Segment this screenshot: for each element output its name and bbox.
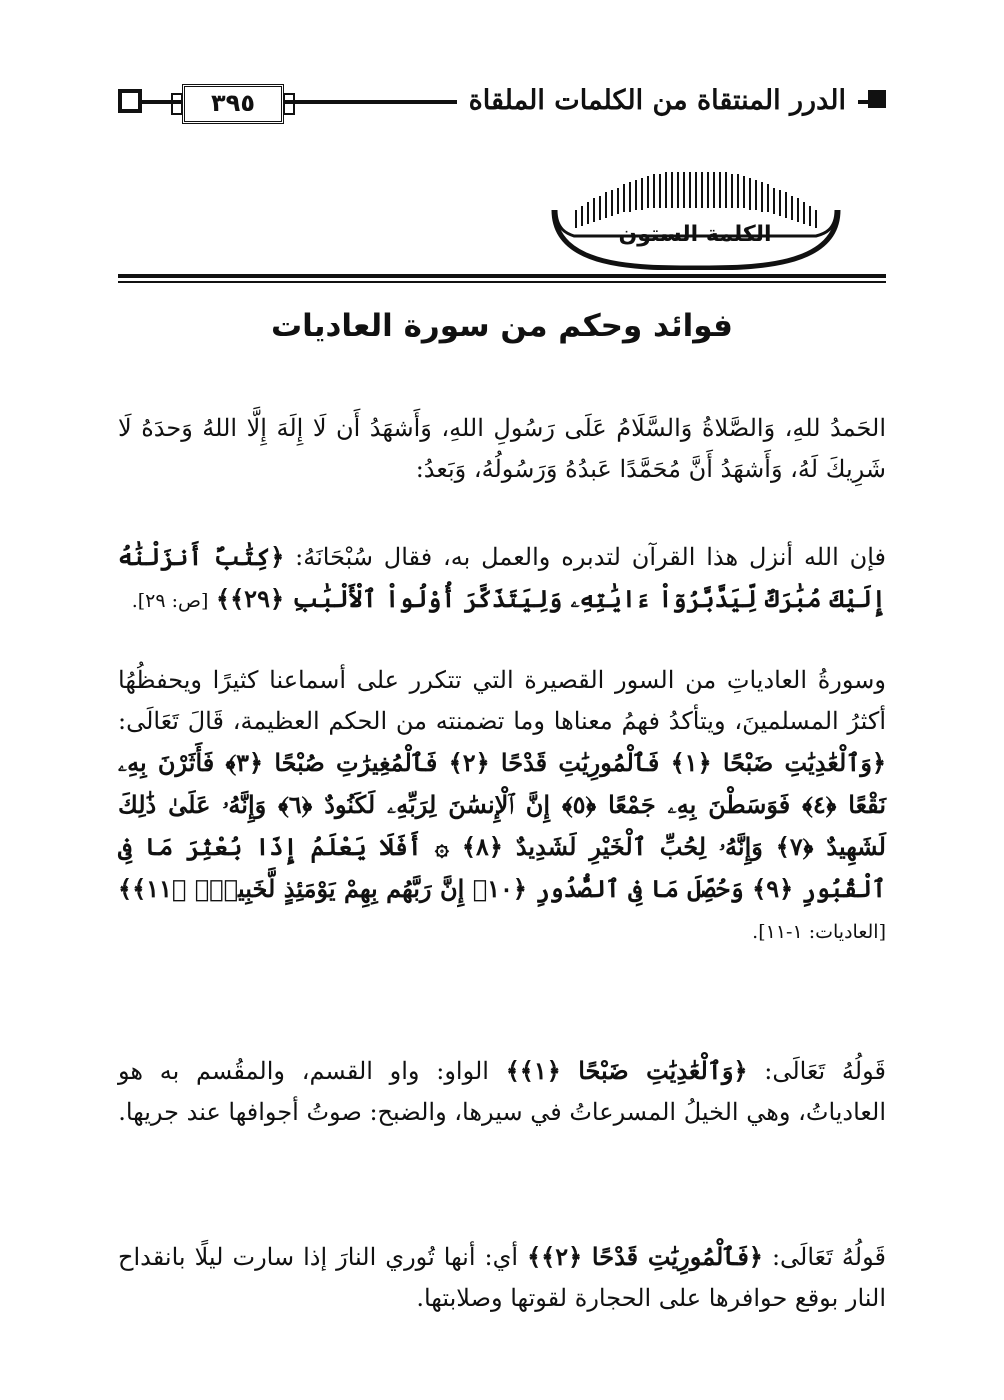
section-rule: [118, 274, 886, 278]
quran-verse: ﴿فَٱلْمُورِيَٰتِ قَدْحًا ﴿٢﴾﴾: [527, 1242, 763, 1271]
page-number-ornament: [283, 93, 295, 115]
page-number: [182, 84, 284, 124]
paragraph-purpose: [118, 536, 886, 622]
page-number-text: ٣٩٥: [211, 89, 255, 117]
chapter-emblem: [548, 170, 842, 270]
paragraph-text: قَولُهُ تَعَالَى:: [771, 1243, 886, 1271]
paragraph-text: فإن الله أنزل هذا القرآن لتدبره والعمل به، فقال سُبْحَانَهُ:: [295, 543, 887, 571]
quran-verse: ﴿كِتَٰبٌ أَنزَلْنَٰهُ إِلَيْكَ مُبَٰرَكٌ لِّيَدَّبَّرُوٓاْ ءَايَٰتِهِۦ وَلِيَتَذَكَّرَ أُوْلُواْ ٱلْأَلْبَٰبِ ﴿٢٩﴾﴾: [118, 542, 886, 613]
chapter-label: الكلمة الستون: [618, 222, 772, 247]
book-title: الدرر المنتقاة من الكلمات الملقاة: [457, 82, 858, 120]
commentary-text: الواو: واو القسم، والمقُسم به هو العادياتُ، وهي الخيلُ المسرعاتُ في سيرها، والضبح: صوتُ أجوافها عند جريها.: [118, 1057, 886, 1126]
chapter-emblem-frame: [548, 170, 842, 270]
paragraph-opening: [118, 408, 886, 490]
verse-reference: [ص: ٢٩].: [131, 590, 209, 612]
header-square-ornament: [868, 90, 886, 108]
paragraph-text: وسورةُ العادياتِ من السور القصيرة التي تتكرر على أسماعنا كثيرًا ويحفظُهُا أكثرُ المسلمينَ، ويتأكدُ فهمُ معناها وما تضمنته من الحكم العظيمة، قَالَ تَعَالَى:: [118, 666, 886, 735]
section-rule: [118, 281, 886, 283]
page-number-ornament: [171, 93, 183, 115]
paragraph-surah: [118, 660, 886, 953]
header-square-ornament: [118, 89, 142, 113]
paragraph-text: قَولُهُ تَعَالَى:: [764, 1057, 886, 1085]
quran-verse: ﴿وَٱلْعَٰدِيَٰتِ ضَبْحًا ﴿١﴾﴾: [505, 1056, 748, 1085]
opening-text: الحَمدُ للهِ، وَالصَّلاةُ وَالسَّلَامُ عَلَى رَسُولِ اللهِ، وَأَشهَدُ أَن لَا إِلَهَ إِلَّا اللهُ وَحدَهُ لَا شَرِيكَ لَهُ، وَأَشهَدُ أَنَّ مُحَمَّدًا عَبدُهُ وَرَسُولُهُ، وَبَعدُ:: [118, 414, 886, 483]
quran-verse: ﴿وَٱلْعَٰدِيَٰتِ ضَبْحًا ﴿١﴾ فَٱلْمُورِيَٰتِ قَدْحًا ﴿٢﴾ فَٱلْمُغِيرَٰتِ صُبْحًا ﴿٣﴾ فَأَثَرْنَ بِهِۦ نَقْعًا ﴿٤﴾ فَوَسَطْنَ بِهِۦ جَمْعًا ﴿٥﴾ إِنَّ ٱلْإِنسَٰنَ لِرَبِّهِۦ لَكَنُودٌ ﴿٦﴾ وَإِنَّهُۥ عَلَىٰ ذَٰلِكَ لَشَهِيدٌ ﴿٧﴾ وَإِنَّهُۥ لِحُبِّ ٱلْخَيْرِ لَشَدِيدٌ ﴿٨﴾ ۞ أَفَلَا يَعْلَمُ إِذَا بُعْثِرَ مَا فِى ٱلْقُبُورِ ﴿٩﴾ وَحُصِّلَ مَا فِى ٱلصُّدُورِ ﴿١٠﴾ إِنَّ رَبَّهُم بِهِمْ يَوْمَئِذٍ لَّخَبِيرٌۢ ﴿١١﴾﴾: [118, 748, 887, 903]
page-header: [118, 80, 886, 126]
paragraph-commentary-1: [118, 1050, 886, 1133]
verse-reference: [العاديات: ١-١١].: [752, 921, 886, 943]
paragraph-commentary-2: [118, 1236, 886, 1319]
commentary-text: أي: أنها تُوري النارَ إذا سارت ليلًا بانقداح النار بوقع حوافرها على الحجارة لقوتها وصلابتها.: [118, 1243, 886, 1312]
article-title: فوائد وحكم من سورة العاديات: [271, 308, 733, 344]
